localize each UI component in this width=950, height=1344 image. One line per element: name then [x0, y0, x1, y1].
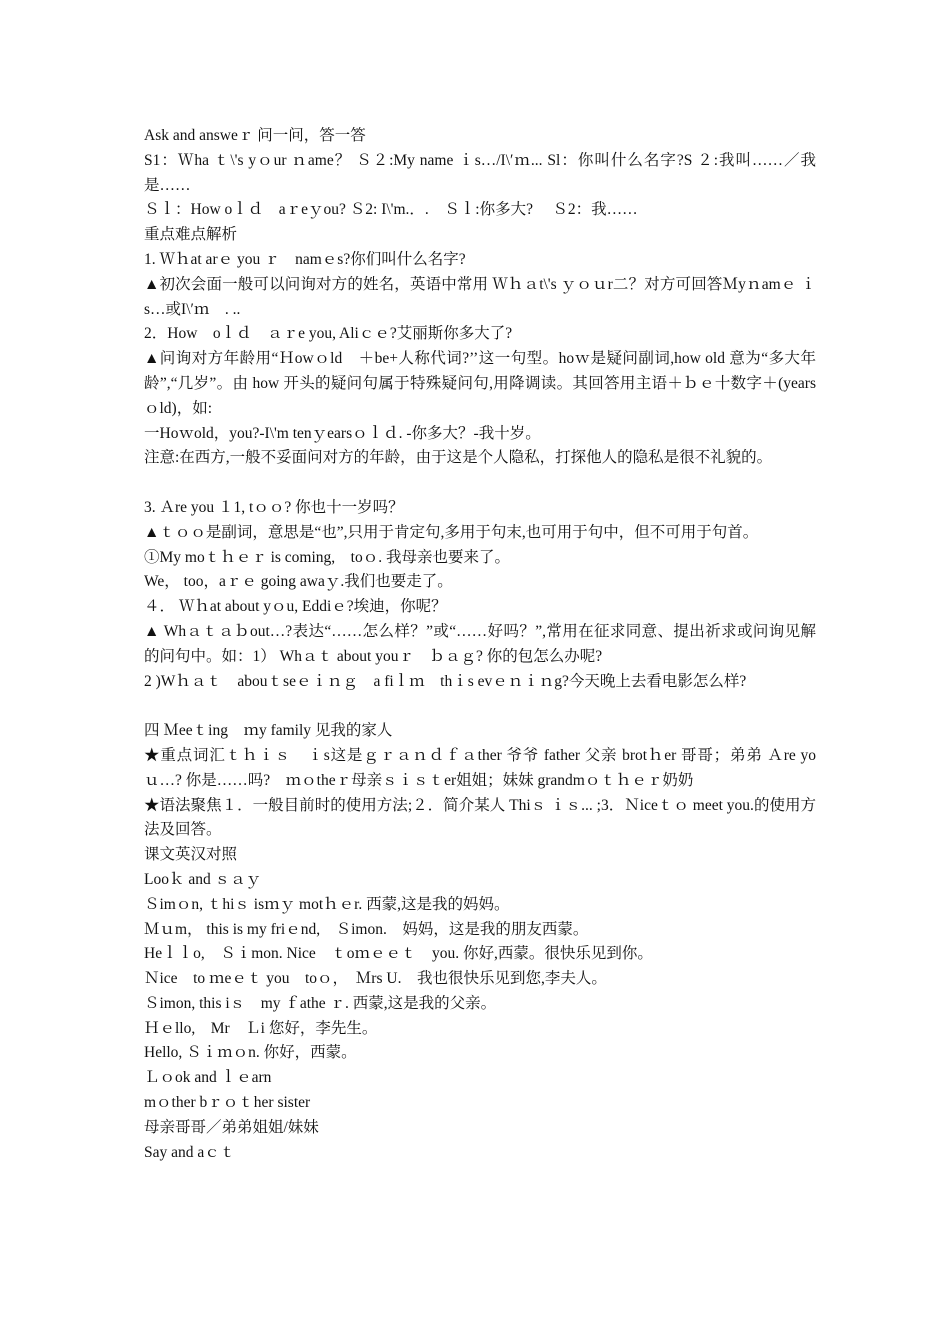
spacer	[144, 471, 816, 496]
dialogue-line: Hello, Ｓｉｍｏn. 你好，西蒙。	[144, 1044, 357, 1062]
dialogue-line: Ｍｕm， this is my friｅnd, Ｓimon. 妈妈，这是我的朋友西蒙。	[144, 920, 589, 938]
vocabulary-english: mｏther bｒｏｔher sister	[144, 1094, 311, 1112]
spacer	[144, 694, 816, 719]
section-heading-key-points: 重点难点解析	[144, 226, 238, 244]
subheading-look-and-say: Looｋ and ｓａｙ	[144, 870, 262, 888]
subheading-look-and-learn: Ｌｏok and ｌｅarn	[144, 1069, 272, 1087]
point-2-explanation: ▲问询对方年龄用“Ｈowｏld ＋be+人称代词?’’这一句型。hoｗ是疑问副词,how old 意为“多大年龄”,“几岁”。由 how 开头的疑问句属于特殊疑问句,用降调读。其回答用主语＋ｂｅ十数字＋(years ｏld)，如:	[144, 350, 816, 417]
point-2-title: 2．How oｌｄ ａｒe you, Aliｃｅ?艾丽斯你多大了?	[144, 325, 513, 343]
point-3-example-2: We， too，aｒｅ going awaｙ.我们也要走了。	[144, 573, 453, 591]
point-3-example-1: ①My moｔｈｅｒ is coming, toｏ. 我母亲也要来了。	[144, 548, 510, 566]
dialogue-line: Ｓimｏn, ｔhiｓ isｍｙ motｈｅr. 西蒙,这是我的妈妈。	[144, 895, 510, 913]
dialogue-line-age: Ｓｌ：How oｌｄ aｒeｙou? Ｓ2: I\'m.．. Ｓｌ:你多大? Ｓ2：我……	[144, 201, 638, 219]
point-4-title: ４． Ｗｈat about yｏu, Eddiｅ?埃迪，你呢？	[144, 598, 447, 616]
dialogue-line: Ｎice to ｍeｅｔ you toｏ， Ｍrs U. 我也很快乐见到您,李夫人。	[144, 970, 607, 988]
dialogue-line: Ｓimon, this iｓ my ｆathe ｒ. 西蒙,这是我的父亲。	[144, 994, 497, 1012]
unit-4-title: 四 Ｍeeｔing ｍy family 见我的家人	[144, 722, 393, 740]
dialogue-line: Heｌｌo, Ｓｉmon. Nice ｔoｍｅｅｔ you. 你好,西蒙。很快乐见到你。	[144, 945, 653, 963]
point-2-note: 注意:在西方,一般不妥面问对方的年龄，由于这是个人隐私，打探他人的隐私是很不礼貌的。	[144, 449, 773, 467]
point-1-explanation: ▲初次会面一般可以问询对方的姓名，英语中常用 Ｗｈａt\'s ｙｏｕr二？对方可回答Ｍyｎamｅ ｉs…或I\′ｍ . ..	[144, 275, 816, 318]
point-2-example: 一Hoｗold，you?-I\'m tenｙearsｏｌｄ. -你多大？-我十岁。	[144, 424, 541, 442]
point-3-explanation: ▲ｔｏｏ是副词，意思是“也”,只用于肯定句,多用于句末,也可用于句中，但不可用于句首。	[144, 523, 759, 541]
section-heading-text-translation: 课文英汉对照	[144, 846, 238, 864]
point-4-example-2: 2 )Wｈａｔ abouｔseｅｉｎｇ a fiｌｍ thｉs evｅｎｉｎg?今天晚上去看电影怎么样?	[144, 672, 747, 690]
grammar-focus: ★语法聚焦１．一般目前时的使用方法;２．简介某人 Thiｓ ｉｓ... ;3．Ｎiceｔｏ meet you.的使用方法及回答。	[144, 796, 816, 839]
point-1-title: 1. Ｗｈat arｅ you ｒ namｅs?你们叫什么名字?	[144, 250, 466, 268]
point-4-explanation: ▲ Whａｔａｂout…?表达“……怎么样？”或“……好吗？”,常用在征求同意、提出祈求或问询见解的问句中。如：1） Whａｔ about youｒ ｂａｇ? 你的包怎么办呢?	[144, 622, 816, 665]
dialogue-line-name: S1：Ｗha ｔ\'s yｏur ｎame？ Ｓ２:My name ｉs…/I\′ｍ... Sl：你叫什么名字?S ２:我叫……／我是……	[144, 151, 816, 194]
dialogue-line: Ｈｅllo, Mr Ｌi 您好，李先生。	[144, 1019, 378, 1037]
vocabulary-chinese: 母亲哥哥／弟弟姐姐/妹妹	[144, 1118, 319, 1136]
document-body	[144, 124, 816, 1165]
key-vocabulary: ★重点词汇ｔｈｉｓ ｉs这是ｇｒａｎｄｆａther 爷爷 father 父亲 brotｈer 哥哥；弟弟 Ａre yoｕ…? 你是……吗? ｍｏtheｒ母亲ｓｉｓｔer姐姐；妹妹 grandmｏｔｈｅｒ奶奶	[144, 746, 816, 789]
section-heading-ask-and-answer: Ask and answeｒ 问一问，答一答	[144, 127, 366, 144]
subheading-say-and-act: Say and aｃｔ	[144, 1143, 236, 1161]
point-3-title: 3. Ａre you １1, tｏｏ? 你也十一岁吗？	[144, 498, 404, 516]
